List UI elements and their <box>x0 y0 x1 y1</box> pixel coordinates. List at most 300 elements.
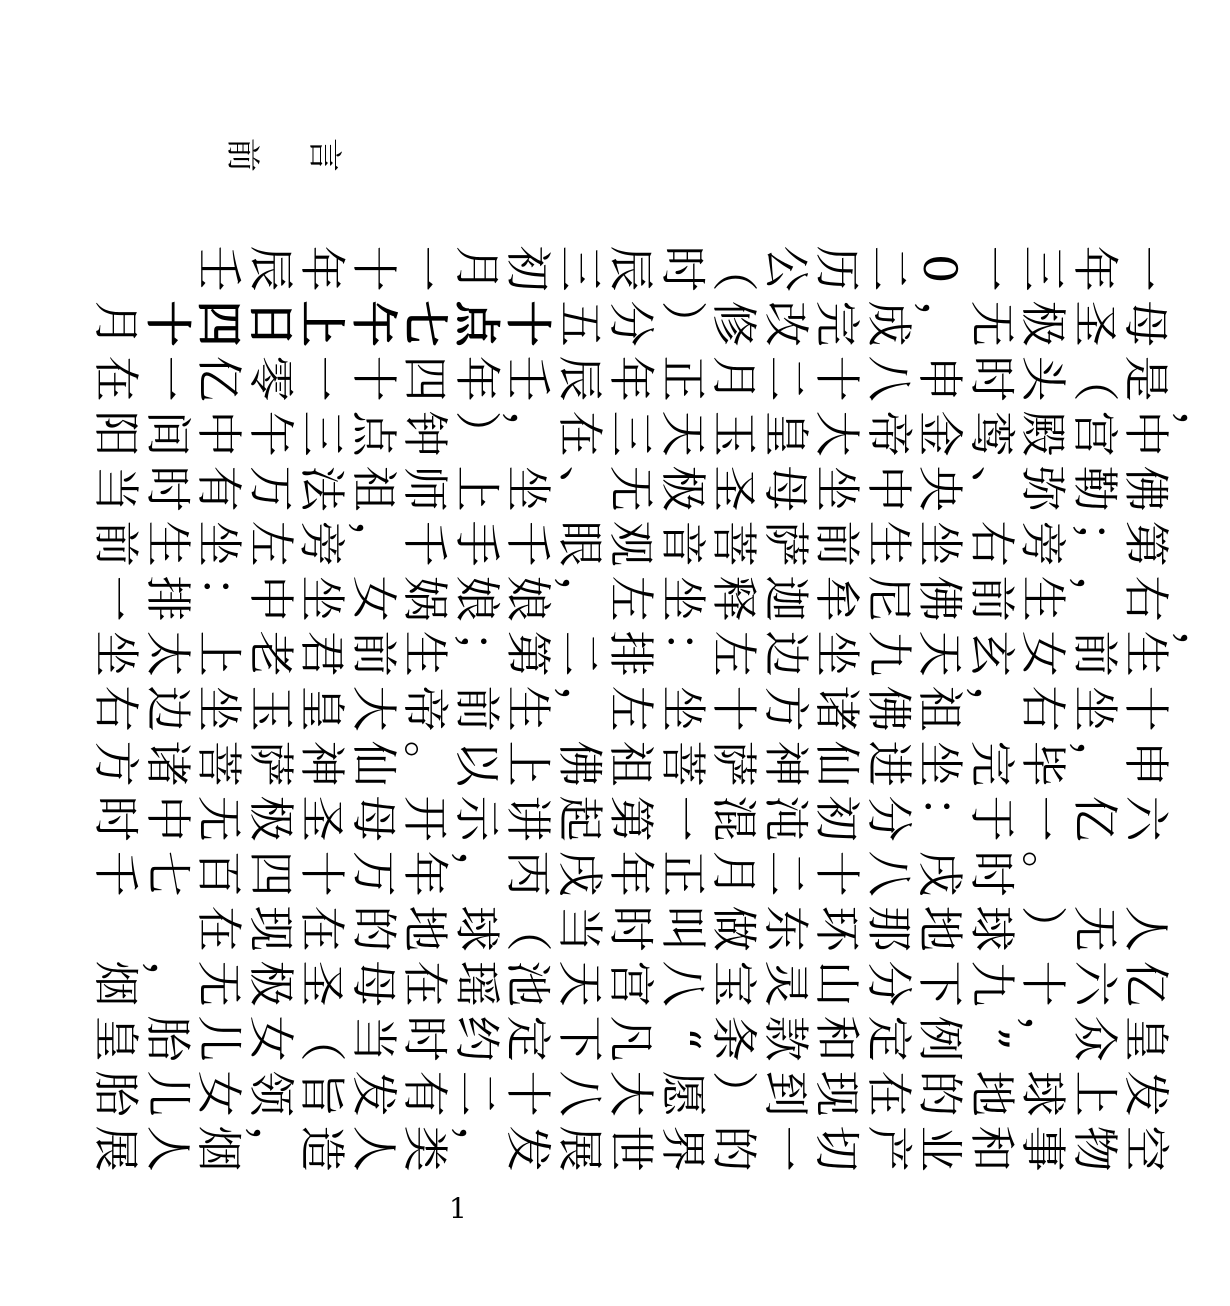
glyph: 前 <box>1067 630 1122 680</box>
glyph: 祖 <box>603 740 658 790</box>
glyph: 仙 <box>346 740 401 790</box>
glyph: 点 <box>449 300 504 350</box>
glyph: 母 <box>346 960 401 1010</box>
glyph: 坐 <box>500 465 555 515</box>
glyph: 排 <box>603 630 658 680</box>
glyph: 于 <box>964 795 1019 845</box>
glyph: 一 <box>1015 795 1070 845</box>
glyph: 三 <box>603 410 658 460</box>
glyph: 左 <box>243 520 298 570</box>
glyph: ， <box>1170 410 1225 460</box>
glyph: 四 <box>243 850 298 900</box>
glyph: 成 <box>861 300 916 350</box>
glyph: 条 <box>706 1015 761 1065</box>
glyph: 儿 <box>140 1070 195 1120</box>
glyph: 三 <box>552 245 607 295</box>
glyph: 生 <box>140 520 195 570</box>
glyph: 右 <box>964 520 1019 570</box>
glyph: 有 <box>397 1070 452 1120</box>
glyph: 年 <box>603 850 658 900</box>
glyph: 月 <box>88 300 143 350</box>
glyph: 七 <box>140 850 195 900</box>
glyph: 时 <box>140 465 195 515</box>
glyph: 十 <box>500 1070 555 1120</box>
glyph: 女 <box>243 1015 298 1065</box>
glyph: 历 <box>809 245 864 295</box>
glyph: 坐 <box>655 575 710 625</box>
glyph: 一 <box>294 355 349 405</box>
glyph: 例 <box>912 1015 967 1065</box>
glyph: 五 <box>552 300 607 350</box>
glyph: 娘 <box>449 575 504 625</box>
glyph: 点 <box>346 410 401 460</box>
glyph: 音 <box>655 520 710 570</box>
glyph: 菩 <box>191 740 246 790</box>
glyph: 无 <box>964 300 1019 350</box>
page-number: 1 <box>449 1192 467 1225</box>
glyph: ， <box>500 410 555 460</box>
glyph: 辰 <box>603 245 658 295</box>
glyph: 亿 <box>1118 960 1173 1010</box>
glyph: 阳 <box>88 410 143 460</box>
glyph: 时 <box>88 795 143 845</box>
glyph: 左 <box>603 685 658 735</box>
glyph: 在 <box>552 410 607 460</box>
glyph: 皇 <box>1118 1015 1173 1065</box>
glyph: 现 <box>243 905 298 955</box>
glyph: 领 <box>243 1070 298 1120</box>
glyph: 生 <box>1015 575 1070 625</box>
glyph: ： <box>191 575 246 625</box>
glyph: 法 <box>294 465 349 515</box>
glyph: 祖 <box>346 465 401 515</box>
glyph: ， <box>552 685 607 735</box>
glyph: ， <box>243 1125 298 1175</box>
glyph: 那 <box>861 905 916 955</box>
glyph: 旁 <box>1015 520 1070 570</box>
glyph: ” <box>964 1026 1019 1054</box>
glyph: 二 <box>758 850 813 900</box>
glyph: 圣 <box>294 795 349 845</box>
glyph: 上 <box>294 300 349 350</box>
glyph: 一 <box>397 245 452 295</box>
glyph: 的 <box>346 905 401 955</box>
glyph: 上 <box>449 465 504 515</box>
glyph: 千 <box>397 520 452 570</box>
glyph: 无 <box>191 795 246 845</box>
glyph: 界 <box>655 1125 710 1175</box>
glyph: 造 <box>294 1125 349 1175</box>
glyph: 女 <box>191 1070 246 1120</box>
glyph: 辰 <box>552 355 607 405</box>
glyph: 殿 <box>1015 410 1070 460</box>
glyph: 初 <box>809 795 864 845</box>
glyph: 有 <box>191 465 246 515</box>
glyph: 亿 <box>191 355 246 405</box>
glyph: 君 <box>294 630 349 680</box>
glyph: 年 <box>397 850 452 900</box>
glyph: ） <box>449 410 504 460</box>
glyph: 菩 <box>655 740 710 790</box>
glyph: 到 <box>758 1070 813 1120</box>
glyph: 球 <box>1015 1070 1070 1120</box>
glyph: 八 <box>655 960 710 1010</box>
glyph: 胎 <box>140 1015 195 1065</box>
glyph: 讲 <box>500 795 555 845</box>
glyph: 坐 <box>809 630 864 680</box>
glyph: 皇 <box>88 1015 143 1065</box>
glyph: 皇 <box>758 410 813 460</box>
glyph: 坐 <box>912 520 967 570</box>
glyph: 在 <box>88 355 143 405</box>
glyph: 前 <box>346 630 401 680</box>
glyph: 亿 <box>1067 795 1122 845</box>
glyph: 申 <box>1118 740 1173 790</box>
glyph: 完 <box>964 740 1019 790</box>
glyph: 上 <box>191 630 246 680</box>
glyph: 上 <box>1067 1070 1122 1120</box>
glyph: 观 <box>603 520 658 570</box>
glyph: 和 <box>964 1125 1019 1175</box>
glyph: 时 <box>397 1015 452 1065</box>
glyph: 月 <box>706 850 761 900</box>
glyph: 诸 <box>809 685 864 735</box>
glyph: 地 <box>964 1070 1019 1120</box>
glyph: 环 <box>809 905 864 955</box>
glyph: 初 <box>500 245 555 295</box>
glyph: 。 <box>397 740 452 790</box>
glyph: 间 <box>140 410 195 460</box>
glyph: 金 <box>912 410 967 460</box>
line-text <box>90 1013 1172 1067</box>
glyph: 改 <box>758 300 813 350</box>
glyph: 辰 <box>243 245 298 295</box>
glyph: 十 <box>346 245 401 295</box>
glyph: 的 <box>912 1070 967 1120</box>
glyph: 池 <box>500 960 555 1010</box>
glyph: 一 <box>1118 245 1173 295</box>
glyph: 万 <box>346 850 401 900</box>
glyph: 宫 <box>1067 410 1122 460</box>
glyph: 凡 <box>603 1015 658 1065</box>
glyph: 十 <box>1015 960 1070 1010</box>
glyph: 前 <box>809 520 864 570</box>
glyph: 混 <box>706 795 761 845</box>
glyph: 坐 <box>191 520 246 570</box>
glyph: 第 <box>603 795 658 845</box>
glyph: 方 <box>88 740 143 790</box>
glyph: 起 <box>552 795 607 845</box>
glyph: 中 <box>243 575 298 625</box>
glyph: 月 <box>449 245 504 295</box>
glyph: 一 <box>140 355 195 405</box>
glyph: 二 <box>449 1070 504 1120</box>
glyph: 十 <box>706 685 761 735</box>
glyph: 午 <box>346 300 401 350</box>
glyph: 释 <box>706 575 761 625</box>
glyph: 央 <box>912 465 967 515</box>
glyph: 大 <box>809 410 864 460</box>
text-line <box>88 1117 1173 1183</box>
glyph: 是 <box>1118 355 1173 405</box>
glyph: ， <box>1067 575 1122 625</box>
glyph: 展 <box>552 1125 607 1175</box>
glyph: 母 <box>346 795 401 845</box>
glyph: 发 <box>1118 1070 1173 1120</box>
glyph: 太 <box>140 630 195 680</box>
glyph: 神 <box>294 740 349 790</box>
glyph: 年 <box>1067 245 1122 295</box>
glyph: 进 <box>861 740 916 790</box>
glyph: 在 <box>861 1070 916 1120</box>
glyph: 圣 <box>294 960 349 1010</box>
body-text <box>88 237 1225 1182</box>
glyph: 月 <box>706 355 761 405</box>
glyph: 娲 <box>397 575 452 625</box>
glyph: 球 <box>964 905 1019 955</box>
glyph: 业 <box>912 1125 967 1175</box>
glyph: 前 <box>88 520 143 570</box>
glyph: 现 <box>809 1070 864 1120</box>
glyph: 二 <box>552 630 607 680</box>
glyph: 中 <box>140 795 195 845</box>
line-text <box>90 408 1223 462</box>
glyph: 方 <box>758 685 813 735</box>
glyph: 手 <box>449 520 504 570</box>
glyph: 边 <box>140 685 195 735</box>
glyph: 右 <box>1118 575 1173 625</box>
glyph: 年 <box>294 245 349 295</box>
glyph: 壬 <box>191 245 246 295</box>
glyph: 百 <box>191 850 246 900</box>
glyph: 愿 <box>655 1070 710 1120</box>
line-text <box>90 573 1172 627</box>
glyph: 类 <box>397 1125 452 1175</box>
line-text <box>90 683 1172 737</box>
glyph: 二 <box>758 355 813 405</box>
glyph: 大 <box>603 1070 658 1120</box>
glyph: 烟 <box>191 1125 246 1175</box>
glyph: 坐 <box>294 575 349 625</box>
glyph: 分 <box>603 300 658 350</box>
glyph: 当 <box>88 465 143 515</box>
glyph: 极 <box>655 465 710 515</box>
line-text <box>90 903 1172 957</box>
glyph: 叫 <box>655 905 710 955</box>
glyph: 坐 <box>88 630 143 680</box>
glyph: 时 <box>603 905 658 955</box>
glyph: 的 <box>706 1125 761 1175</box>
glyph: 展 <box>88 1125 143 1175</box>
glyph: 第 <box>1118 520 1173 570</box>
title-char-2: 言 <box>304 138 344 172</box>
glyph: 圣 <box>706 465 761 515</box>
glyph: 坐 <box>809 465 864 515</box>
glyph: 坐 <box>912 740 967 790</box>
line-text <box>90 793 1172 847</box>
glyph: 生 <box>1118 630 1173 680</box>
glyph: ， <box>140 960 195 1010</box>
glyph: 下 <box>552 1015 607 1065</box>
glyph: 宝 <box>706 960 761 1010</box>
glyph: 。 <box>1015 850 1070 900</box>
glyph: 三 <box>294 410 349 460</box>
glyph: 尼 <box>861 575 916 625</box>
glyph: ， <box>1067 740 1122 790</box>
glyph: 十 <box>346 355 401 405</box>
glyph: 坐 <box>655 685 710 735</box>
glyph: 发 <box>500 1125 555 1175</box>
page-title <box>222 133 345 177</box>
glyph: ） <box>655 300 710 350</box>
glyph: 佛 <box>552 740 607 790</box>
glyph: 萨 <box>758 520 813 570</box>
glyph: “ <box>655 1026 710 1054</box>
glyph: 八 <box>861 850 916 900</box>
glyph: 零 <box>243 355 298 405</box>
glyph: 正 <box>655 355 710 405</box>
glyph: 胎 <box>88 1070 143 1120</box>
glyph: 东 <box>758 905 813 955</box>
glyph: 坐 <box>1067 685 1122 735</box>
glyph: 无 <box>1067 905 1122 955</box>
glyph: 公 <box>758 245 813 295</box>
glyph: 右 <box>88 685 143 735</box>
glyph: 万 <box>243 465 298 515</box>
glyph: 当 <box>346 1015 401 1065</box>
glyph: 生 <box>500 685 555 735</box>
glyph: ， <box>964 685 1019 735</box>
glyph: 三 <box>1015 245 1070 295</box>
glyph: 女 <box>1015 630 1070 680</box>
glyph: 人 <box>346 1125 401 1175</box>
glyph: ， <box>1015 1015 1070 1065</box>
glyph: 坐 <box>191 685 246 735</box>
glyph: （ <box>294 1015 349 1065</box>
glyph: 产 <box>861 1125 916 1175</box>
glyph: 玉 <box>706 410 761 460</box>
glyph: 眼 <box>552 520 607 570</box>
glyph: 迦 <box>758 575 813 625</box>
glyph: 中 <box>861 465 916 515</box>
glyph: 示 <box>449 795 504 845</box>
line-text <box>90 1123 1172 1177</box>
glyph: 分 <box>861 795 916 845</box>
glyph: 中 <box>191 410 246 460</box>
glyph: ： <box>655 630 710 680</box>
glyph: 无 <box>191 960 246 1010</box>
glyph: 午 <box>243 410 298 460</box>
glyph: 毕 <box>1015 740 1070 790</box>
glyph: 年 <box>449 355 504 405</box>
line-text <box>90 518 1172 572</box>
glyph: 众 <box>1067 1015 1122 1065</box>
glyph: 、 <box>552 465 607 515</box>
glyph: 山 <box>809 960 864 1010</box>
glyph: 做 <box>706 905 761 955</box>
glyph: 天 <box>552 960 607 1010</box>
title-char-1: 前 <box>222 138 262 172</box>
glyph: ） <box>706 1070 761 1120</box>
glyph: 戌 <box>912 850 967 900</box>
glyph: 世 <box>603 1125 658 1175</box>
glyph: 戌 <box>552 850 607 900</box>
glyph: ； <box>449 630 504 680</box>
glyph: 和 <box>809 1015 864 1065</box>
glyph: 一 <box>964 245 1019 295</box>
glyph: 时 <box>964 850 1019 900</box>
glyph: 一 <box>88 575 143 625</box>
glyph: 勒 <box>1067 465 1122 515</box>
glyph: 物 <box>1067 1125 1122 1175</box>
glyph: 娘 <box>500 575 555 625</box>
glyph: ， <box>346 520 401 570</box>
glyph: 在 <box>294 905 349 955</box>
glyph: 千 <box>500 520 555 570</box>
glyph: 极 <box>1015 300 1070 350</box>
glyph: 十 <box>809 850 864 900</box>
line-text <box>90 958 1172 1012</box>
glyph: 女 <box>346 575 401 625</box>
glyph: 母 <box>758 465 813 515</box>
glyph: 第 <box>500 630 555 680</box>
glyph: 八 <box>861 355 916 405</box>
glyph: 定 <box>861 1015 916 1065</box>
glyph: 排 <box>140 575 195 625</box>
glyph: 头 <box>1015 355 1070 405</box>
glyph: 九 <box>964 960 1019 1010</box>
glyph: 帝 <box>397 685 452 735</box>
line-text <box>90 463 1172 517</box>
glyph: 定 <box>500 1015 555 1065</box>
glyph: 中 <box>1118 410 1173 460</box>
glyph: 前 <box>449 685 504 735</box>
glyph: 左 <box>603 575 658 625</box>
line-text <box>90 353 1172 407</box>
glyph: ： <box>912 795 967 845</box>
glyph: 在 <box>397 960 452 1010</box>
glyph: 正 <box>655 850 710 900</box>
glyph: 瑶 <box>449 960 504 1010</box>
glyph: 十 <box>1118 685 1173 735</box>
glyph: 左 <box>706 630 761 680</box>
glyph: 一 <box>758 1125 813 1175</box>
glyph: 佛 <box>861 685 916 735</box>
glyph: 十 <box>500 300 555 350</box>
glyph: 旨 <box>294 1070 349 1120</box>
glyph: 六 <box>1067 960 1122 1010</box>
glyph: 时 <box>655 245 710 295</box>
line-text <box>90 738 1172 792</box>
glyph: 丙 <box>500 850 555 900</box>
glyph: （ <box>500 905 555 955</box>
glyph: ） <box>1015 905 1070 955</box>
glyph: ， <box>449 1125 504 1175</box>
glyph: 人 <box>1118 905 1173 955</box>
glyph: 七 <box>397 300 452 350</box>
glyph: 年 <box>603 355 658 405</box>
glyph: ， <box>552 575 607 625</box>
glyph: 修 <box>706 300 761 350</box>
glyph: 菩 <box>706 520 761 570</box>
glyph: 边 <box>758 630 813 680</box>
line-text <box>90 298 1172 352</box>
glyph: 大 <box>346 685 401 735</box>
glyph: 球 <box>449 905 504 955</box>
glyph: 十 <box>809 355 864 405</box>
glyph: （ <box>706 245 761 295</box>
glyph: 圣 <box>1067 300 1122 350</box>
